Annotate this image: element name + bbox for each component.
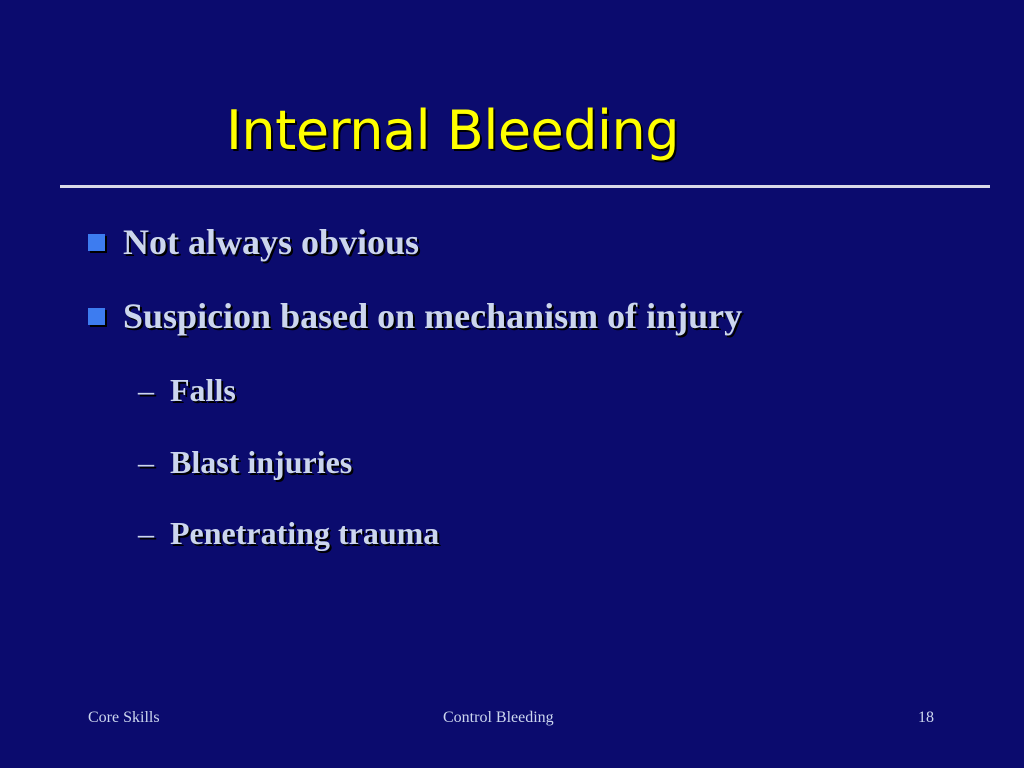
square-bullet-icon — [88, 308, 105, 325]
sub-bullet-item — [138, 446, 352, 478]
footer-center: Control Bleeding — [443, 709, 554, 726]
sub-bullet-text: Blast injuries — [170, 444, 353, 480]
dash-bullet-icon: – — [138, 515, 154, 551]
bullet-text: Not always obvious — [123, 222, 420, 262]
dash-bullet-icon: – — [138, 372, 154, 408]
bullet-item — [88, 224, 419, 260]
square-bullet-icon — [88, 234, 105, 251]
page-number: 18 — [918, 709, 934, 726]
bullet-item — [88, 298, 742, 334]
sub-bullet-item — [138, 517, 439, 549]
dash-bullet-icon: – — [138, 444, 154, 480]
title-divider — [60, 185, 990, 188]
slide-title: Internal Bleeding — [226, 99, 680, 162]
sub-bullet-text: Falls — [170, 372, 236, 408]
sub-bullet-text: Penetrating trauma — [170, 515, 440, 551]
bullet-text: Suspicion based on mechanism of injury — [123, 296, 743, 336]
sub-bullet-item — [138, 374, 236, 406]
footer-left: Core Skills — [88, 709, 160, 726]
